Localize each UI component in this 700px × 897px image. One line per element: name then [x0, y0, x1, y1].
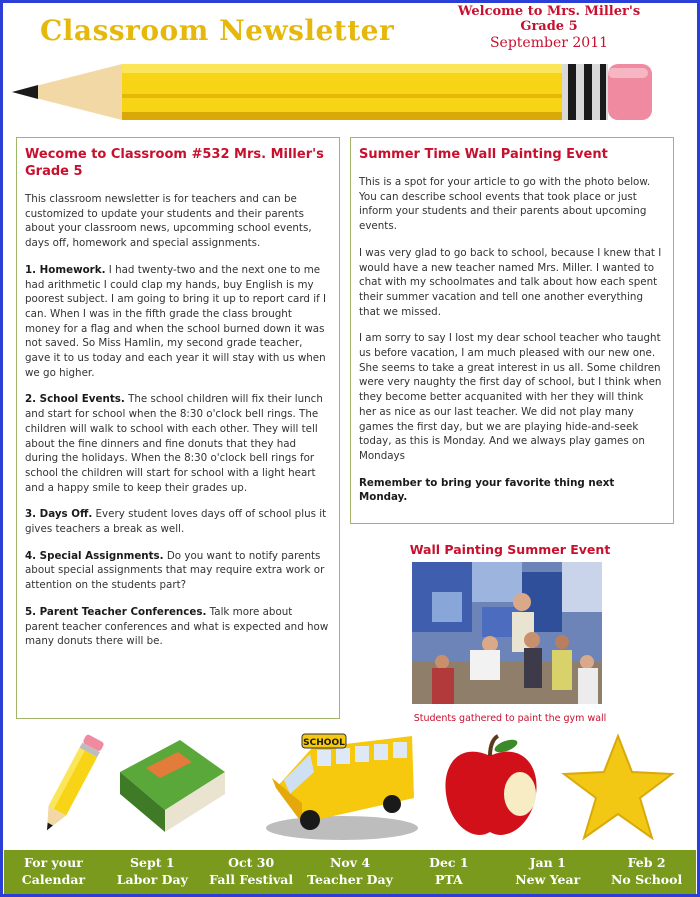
calendar-cell: Sept 1 Labor Day: [116, 855, 188, 887]
calendar-cell: Feb 2 No School: [610, 855, 683, 887]
left-article-heading: Wecome to Classroom #532 Mrs. Miller's Grade 5: [25, 147, 324, 179]
calendar-cell: Dec 1 PTA: [429, 855, 469, 887]
homework-item: 1. Homework. I had twenty-two and the next one to me had arithmetic I could clap my hands, buy English is my poorest subject. I am going to bring it up to report card if I can. When I was in the fifth grade the class brought money for a flag and when the school burned down it was not saved. So Miss Hamlin, my second grade teacher, gave it to us today and each year it will stay with us when we go higher.: [25, 263, 327, 379]
left-article: [16, 137, 340, 719]
book-icon: [110, 732, 230, 842]
grade-line: Grade 5: [520, 19, 578, 34]
days-off-item: 3. Days Off. Every student loves days off of school plus it gives teachers a break as well.: [25, 508, 327, 536]
photo-caption: Students gathered to paint the gym wall: [413, 713, 607, 724]
left-article-intro: This classroom newsletter is for teachers and can be customized to update your students and their parents about your classroom news, upcomming school events, days off, homework and special assignments.: [25, 193, 312, 250]
calendar-cell: Oct 30 Fall Festival: [209, 855, 294, 887]
pencil-icon: [30, 728, 110, 846]
special-assignments-item: 4. Special Assignments. Do you want to notify parents about special assignments that may require extra work or attention on the students part?: [25, 549, 325, 592]
star-icon: [560, 732, 676, 844]
right-article-heading: Summer Time Wall Painting Event: [359, 147, 608, 162]
right-article: [350, 137, 674, 524]
wall-painting-photo: [412, 562, 602, 704]
welcome-block: [440, 4, 658, 51]
school-events-item: 2. School Events. The school children will fix their lunch and start for school when the 8:30 o'clock bell rings. The children will walk to school with each other. They will tell about the fine dinners and fine donuts that they had during the holidays. When the 8:30 o'clock bell rings for school the children will start for school with a light heart and a happy smile to keep their grades up.: [25, 393, 323, 494]
right-article-closing: Remember to bring your favorite thing next Monday.: [359, 476, 615, 504]
pencil-banner-icon: [12, 56, 662, 128]
school-bus-icon: [262, 728, 422, 846]
bus-sign: SCHOOL: [303, 738, 345, 748]
right-article-paragraph: This is a spot for your article to go with the photo below. You can describe school events that took place or just inform your students and their parents about upcoming events.: [359, 176, 651, 233]
calendar-cell: For your Calendar: [21, 855, 86, 887]
apple-icon: [440, 734, 540, 844]
photo-title: Wall Painting Summer Event: [409, 542, 611, 557]
calendar-cell: Nov 4 Teacher Day: [307, 855, 393, 887]
calendar-bar: [4, 850, 696, 894]
newsletter-title: Classroom Newsletter: [40, 14, 395, 47]
conferences-item: 5. Parent Teacher Conferences. Talk more about parent teacher conferences and what is expected and how many donuts there will be.: [25, 605, 329, 648]
right-article-paragraph: I was very glad to go back to school, because I knew that I would have a new teacher named Mrs. Miller. I wanted to chat with my schoolmates and talk about how each spent their summer vacation and tell one another everything that we missed.: [359, 246, 662, 318]
welcome-line: Welcome to Mrs. Miller's: [457, 4, 641, 19]
right-article-paragraph: I am sorry to say I lost my dear school teacher who taught us before vacation, I am much pleased with our new one. She seems to take a great interest in us all. Some children were very naughty the first day of school, but I think when they become better acquanited with her they will think her as nice as our last teacher. We did not play many games the first day, but we are playing hide-and-seek today, as this is Monday. And we always play games on Mondays: [359, 332, 662, 462]
issue-date: September 2011: [489, 35, 609, 51]
calendar-cell: Jan 1 New Year: [515, 855, 581, 887]
